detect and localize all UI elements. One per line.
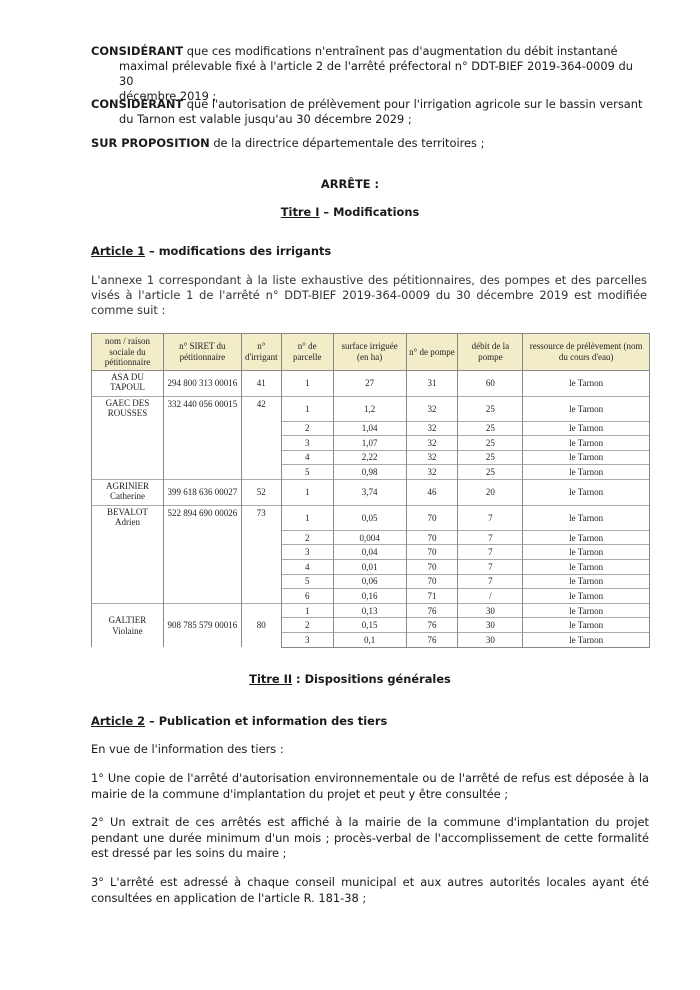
considerant-2 xyxy=(91,97,647,127)
article-2-paragraph: 1° Une copie de l'arrêté d'autorisation environnementale ou de l'arrêté de refus est déposée à la mairie de la commune d'implantation du projet et peut y être consultée ; xyxy=(91,771,649,801)
header-pompe: n° de pompe xyxy=(406,334,458,371)
article-2-paragraph: 3° L'arrêté est adressé à chaque conseil municipal et aux autres autorités locales ayant été consultées en application de l'article R. 181-38 ; xyxy=(91,875,649,905)
cell-debit: 7 xyxy=(458,530,523,545)
table-row xyxy=(92,370,650,396)
cell-ressource: le Tarnon xyxy=(523,545,650,560)
cell-parcelle: 1 xyxy=(281,603,333,618)
cell-surface: 0,16 xyxy=(333,589,406,604)
cell-ressource: le Tarnon xyxy=(523,479,650,505)
cell-parcelle: 2 xyxy=(281,618,333,633)
header-nom: nom / raison sociale du pétitionnaire xyxy=(92,334,164,371)
cell-pompe: 32 xyxy=(406,436,458,451)
cell-surface: 0,98 xyxy=(333,465,406,480)
table-row xyxy=(92,603,650,618)
cell-ressource: le Tarnon xyxy=(523,421,650,436)
cell-debit: 25 xyxy=(458,465,523,480)
cell-irrigant: 80 xyxy=(241,603,281,647)
considerant-1 xyxy=(91,44,647,104)
cell-pompe: 46 xyxy=(406,479,458,505)
considerant-keyword: CONSIDÉRANT xyxy=(91,97,184,111)
cell-debit: 30 xyxy=(458,603,523,618)
cell-ressource: le Tarnon xyxy=(523,574,650,589)
considerant-text: du Tarnon est valable jusqu'au 30 décembre 2029 ; xyxy=(119,112,412,126)
article-2-paragraph: En vue de l'information des tiers : xyxy=(91,742,284,756)
titre-1-text: – Modifications xyxy=(319,205,420,219)
cell-parcelle: 5 xyxy=(281,465,333,480)
cell-ressource: le Tarnon xyxy=(523,633,650,648)
cell-surface: 0,13 xyxy=(333,603,406,618)
cell-nom: AGRINIER Catherine xyxy=(92,479,164,505)
considerant-text: que ces modifications n'entraînent pas d'augmentation du débit instantané xyxy=(183,44,618,58)
cell-parcelle: 1 xyxy=(281,396,333,421)
cell-pompe: 32 xyxy=(406,465,458,480)
considerant-text: que l'autorisation de prélèvement pour l'irrigation agricole sur le bassin versant xyxy=(183,97,643,111)
cell-parcelle: 1 xyxy=(281,479,333,505)
cell-debit: 25 xyxy=(458,421,523,436)
cell-debit: 7 xyxy=(458,505,523,530)
cell-pompe: 76 xyxy=(406,633,458,648)
cell-siret: 294 800 313 00016 xyxy=(163,370,241,396)
cell-surface: 1,04 xyxy=(333,421,406,436)
article-2-heading xyxy=(91,714,387,728)
cell-pompe: 70 xyxy=(406,574,458,589)
article-2-label: Article 2 xyxy=(91,714,146,728)
cell-ressource: le Tarnon xyxy=(523,396,650,421)
cell-parcelle: 3 xyxy=(281,436,333,451)
cell-pompe: 31 xyxy=(406,370,458,396)
table-row xyxy=(92,505,650,530)
header-ressource: ressource de prélèvement (nom du cours d'eau) xyxy=(523,334,650,371)
cell-ressource: le Tarnon xyxy=(523,530,650,545)
cell-surface: 0,04 xyxy=(333,545,406,560)
article-1-heading xyxy=(91,244,331,258)
cell-surface: 2,22 xyxy=(333,450,406,465)
cell-debit: 30 xyxy=(458,633,523,648)
cell-nom: GALTIER Violaine xyxy=(92,603,164,647)
cell-surface: 3,74 xyxy=(333,479,406,505)
table-row xyxy=(92,479,650,505)
proposition-text: de la directrice départementale des territoires ; xyxy=(209,136,485,150)
cell-siret: 332 440 056 00015 xyxy=(163,396,241,479)
cell-siret: 908 785 579 00016 xyxy=(163,603,241,647)
proposition-keyword: SUR PROPOSITION xyxy=(91,136,210,150)
cell-debit: 25 xyxy=(458,450,523,465)
header-surface: surface irriguée (en ha) xyxy=(333,334,406,371)
cell-pompe: 70 xyxy=(406,530,458,545)
cell-irrigant: 41 xyxy=(241,370,281,396)
irrigants-table xyxy=(91,333,650,648)
article-1-label: Article 1 xyxy=(91,244,146,258)
cell-surface: 1,2 xyxy=(333,396,406,421)
cell-ressource: le Tarnon xyxy=(523,505,650,530)
cell-ressource: le Tarnon xyxy=(523,436,650,451)
cell-parcelle: 4 xyxy=(281,450,333,465)
article-1-text: – modifications des irrigants xyxy=(145,244,332,258)
cell-ressource: le Tarnon xyxy=(523,603,650,618)
cell-siret: 399 618 636 00027 xyxy=(163,479,241,505)
cell-ressource: le Tarnon xyxy=(523,618,650,633)
cell-ressource: le Tarnon xyxy=(523,465,650,480)
cell-parcelle: 3 xyxy=(281,545,333,560)
titre-2-heading xyxy=(0,672,700,686)
cell-surface: 0,01 xyxy=(333,560,406,575)
considerant-text: maximal prélevable fixé à l'article 2 de l'arrêté préfectoral n° DDT-BIEF 2019-364-0009 du 30 xyxy=(119,59,633,88)
cell-siret: 522 894 690 00026 xyxy=(163,505,241,603)
cell-ressource: le Tarnon xyxy=(523,589,650,604)
cell-irrigant: 42 xyxy=(241,396,281,479)
cell-ressource: le Tarnon xyxy=(523,560,650,575)
cell-surface: 0,1 xyxy=(333,633,406,648)
cell-debit: 7 xyxy=(458,560,523,575)
considerant-keyword: CONSIDÉRANT xyxy=(91,44,184,58)
cell-debit: / xyxy=(458,589,523,604)
cell-surface: 0,15 xyxy=(333,618,406,633)
article-2-text: – Publication et information des tiers xyxy=(145,714,388,728)
cell-parcelle: 2 xyxy=(281,530,333,545)
cell-debit: 20 xyxy=(458,479,523,505)
cell-parcelle: 5 xyxy=(281,574,333,589)
considerant-text: décembre 2019 ; xyxy=(119,89,217,103)
table-row xyxy=(92,396,650,421)
cell-pompe: 76 xyxy=(406,618,458,633)
article-2-paragraph: 2° Un extrait de ces arrêtés est affiché à la mairie de la commune d'implantation du projet pendant une durée minimum d'un mois ; procès-verbal de l'accomplissement de cette formalité est dressé par les soins du maire ; xyxy=(91,815,649,860)
cell-nom: BEVALOT Adrien xyxy=(92,505,164,603)
cell-debit: 7 xyxy=(458,574,523,589)
cell-surface: 0,05 xyxy=(333,505,406,530)
cell-debit: 25 xyxy=(458,396,523,421)
cell-irrigant: 52 xyxy=(241,479,281,505)
header-irrigant: n° d'irrigant xyxy=(241,334,281,371)
titre-1-label: Titre I xyxy=(280,205,320,219)
sur-proposition xyxy=(91,136,647,151)
cell-ressource: le Tarnon xyxy=(523,450,650,465)
cell-parcelle: 1 xyxy=(281,505,333,530)
cell-parcelle: 1 xyxy=(281,370,333,396)
arrete-heading: ARRÊTE : xyxy=(320,177,380,191)
cell-debit: 60 xyxy=(458,370,523,396)
cell-ressource: le Tarnon xyxy=(523,370,650,396)
titre-2-label: Titre II xyxy=(249,672,293,686)
cell-pompe: 70 xyxy=(406,560,458,575)
cell-parcelle: 6 xyxy=(281,589,333,604)
cell-surface: 27 xyxy=(333,370,406,396)
cell-pompe: 76 xyxy=(406,603,458,618)
titre-1-heading xyxy=(0,205,700,219)
cell-surface: 0,004 xyxy=(333,530,406,545)
header-siret: n° SIRET du pétitionnaire xyxy=(163,334,241,371)
cell-nom: ASA DU TAPOUL xyxy=(92,370,164,396)
header-debit: débit de la pompe xyxy=(458,334,523,371)
table-header-row xyxy=(92,334,650,371)
cell-surface: 1,07 xyxy=(333,436,406,451)
cell-pompe: 70 xyxy=(406,505,458,530)
cell-surface: 0,06 xyxy=(333,574,406,589)
article-1-intro: L'annexe 1 correspondant à la liste exhaustive des pétitionnaires, des pompes et des parcelles visés à l'article 1 de l'arrêté n° DDT-BIEF 2019-364-0009 du 30 décembre 2019 est modifiée comme suit : xyxy=(91,273,647,317)
cell-pompe: 70 xyxy=(406,545,458,560)
cell-nom: GAEC DES ROUSSES xyxy=(92,396,164,479)
cell-parcelle: 2 xyxy=(281,421,333,436)
header-parcelle: n° de parcelle xyxy=(281,334,333,371)
cell-irrigant: 73 xyxy=(241,505,281,603)
cell-debit: 25 xyxy=(458,436,523,451)
cell-pompe: 32 xyxy=(406,396,458,421)
cell-debit: 7 xyxy=(458,545,523,560)
titre-2-text: : Dispositions générales xyxy=(292,672,451,686)
cell-parcelle: 4 xyxy=(281,560,333,575)
cell-debit: 30 xyxy=(458,618,523,633)
cell-pompe: 32 xyxy=(406,450,458,465)
cell-parcelle: 3 xyxy=(281,633,333,648)
cell-pompe: 32 xyxy=(406,421,458,436)
cell-pompe: 71 xyxy=(406,589,458,604)
